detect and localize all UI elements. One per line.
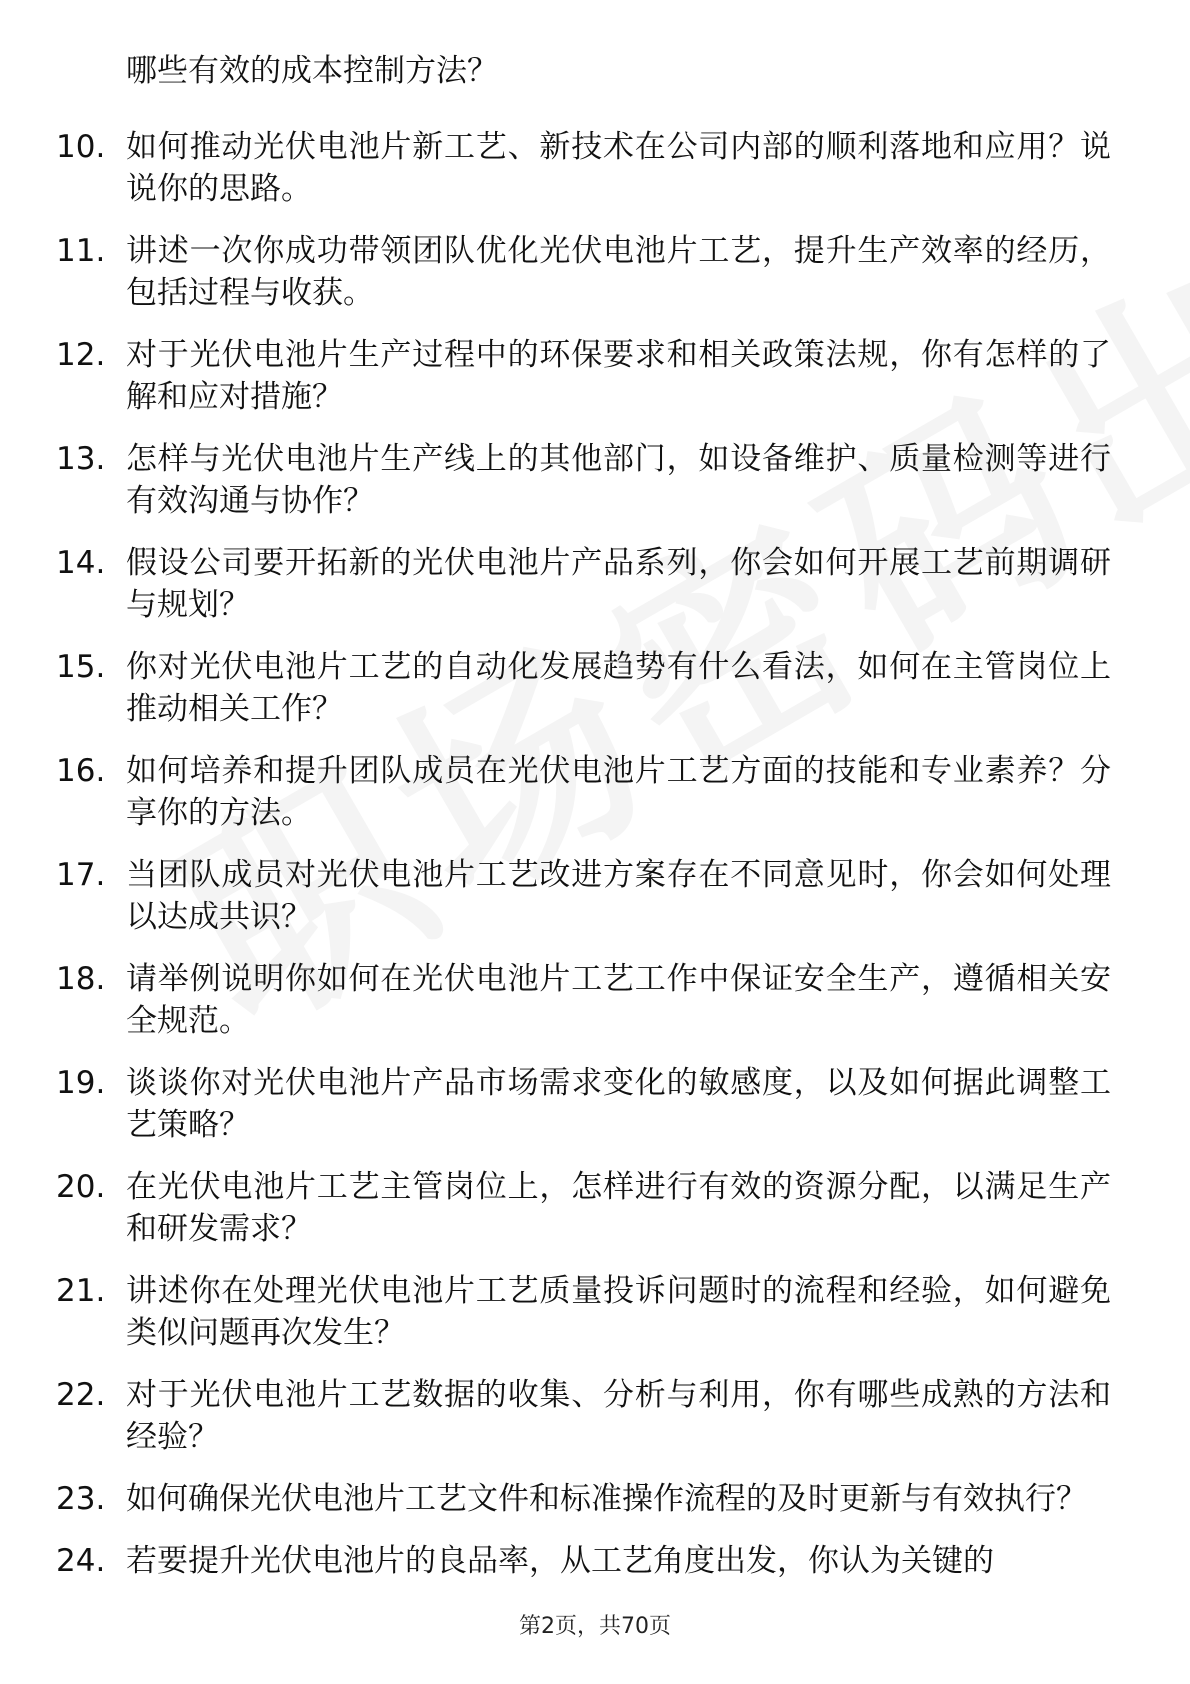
question-number: 24.	[56, 1543, 106, 1579]
question-text: 在光伏电池片工艺主管岗位上，怎样进行有效的资源分配，以满足生产和研发需求？	[126, 1169, 1111, 1247]
question-item-18	[56, 958, 1116, 1042]
question-text: 对于光伏电池片生产过程中的环保要求和相关政策法规，你有怎样的了解和应对措施？	[126, 337, 1111, 415]
question-text: 如何培养和提升团队成员在光伏电池片工艺方面的技能和专业素养？分享你的方法。	[126, 753, 1111, 831]
question-number: 11.	[56, 233, 106, 269]
question-item-11	[56, 230, 1116, 314]
question-text: 假设公司要开拓新的光伏电池片产品系列，你会如何开展工艺前期调研与规划？	[126, 545, 1111, 623]
page-number-footer: 第2页，共70页	[519, 1614, 671, 1639]
question-number: 10.	[56, 129, 106, 165]
question-text: 讲述你在处理光伏电池片工艺质量投诉问题时的流程和经验，如何避免类似问题再次发生？	[126, 1273, 1111, 1351]
question-number: 14.	[56, 545, 106, 581]
question-number: 20.	[56, 1169, 106, 1205]
question-number: 17.	[56, 857, 106, 893]
question-item-24	[56, 1540, 1116, 1582]
question-number: 12.	[56, 337, 106, 373]
question-number: 22.	[56, 1377, 106, 1413]
question-text: 如何确保光伏电池片工艺文件和标准操作流程的及时更新与有效执行？	[126, 1481, 1087, 1517]
question-text: 当团队成员对光伏电池片工艺改进方案存在不同意见时，你会如何处理以达成共识？	[126, 857, 1111, 935]
question-item-23	[56, 1478, 1116, 1520]
question-text: 你对光伏电池片工艺的自动化发展趋势有什么看法，如何在主管岗位上推动相关工作？	[126, 649, 1111, 727]
question-text: 如何推动光伏电池片新工艺、新技术在公司内部的顺利落地和应用？说说你的思路。	[126, 129, 1111, 207]
question-number: 13.	[56, 441, 106, 477]
question-item-19	[56, 1062, 1116, 1146]
question-item-12	[56, 334, 1116, 418]
question-item-10	[56, 126, 1116, 210]
question-item-14	[56, 542, 1116, 626]
question-number: 16.	[56, 753, 106, 789]
question-text: 若要提升光伏电池片的良品率，从工艺角度出发，你认为关键的	[126, 1543, 994, 1579]
question-item-20	[56, 1166, 1116, 1250]
question-item-16	[56, 750, 1116, 834]
question-number: 19.	[56, 1065, 106, 1101]
question-item-22	[56, 1374, 1116, 1458]
question-item-17	[56, 854, 1116, 938]
continued-question-text: 哪些有效的成本控制方法？	[126, 53, 498, 89]
question-text: 请举例说明你如何在光伏电池片工艺工作中保证安全生产，遵循相关安全规范。	[126, 961, 1111, 1039]
question-number: 15.	[56, 649, 106, 685]
question-number: 23.	[56, 1481, 106, 1517]
question-text: 对于光伏电池片工艺数据的收集、分析与利用，你有哪些成熟的方法和经验？	[126, 1377, 1111, 1455]
question-number: 18.	[56, 961, 106, 997]
question-text: 怎样与光伏电池片生产线上的其他部门，如设备维护、质量检测等进行有效沟通与协作？	[126, 441, 1111, 519]
question-text: 讲述一次你成功带领团队优化光伏电池片工艺，提升生产效率的经历，包括过程与收获。	[126, 233, 1111, 311]
question-item-21	[56, 1270, 1116, 1354]
question-content	[56, 50, 1116, 1602]
question-list	[56, 126, 1116, 1582]
question-item-15	[56, 646, 1116, 730]
question-item-13	[56, 438, 1116, 522]
question-number: 21.	[56, 1273, 106, 1309]
question-text: 谈谈你对光伏电池片产品市场需求变化的敏感度，以及如何据此调整工艺策略？	[126, 1065, 1111, 1143]
